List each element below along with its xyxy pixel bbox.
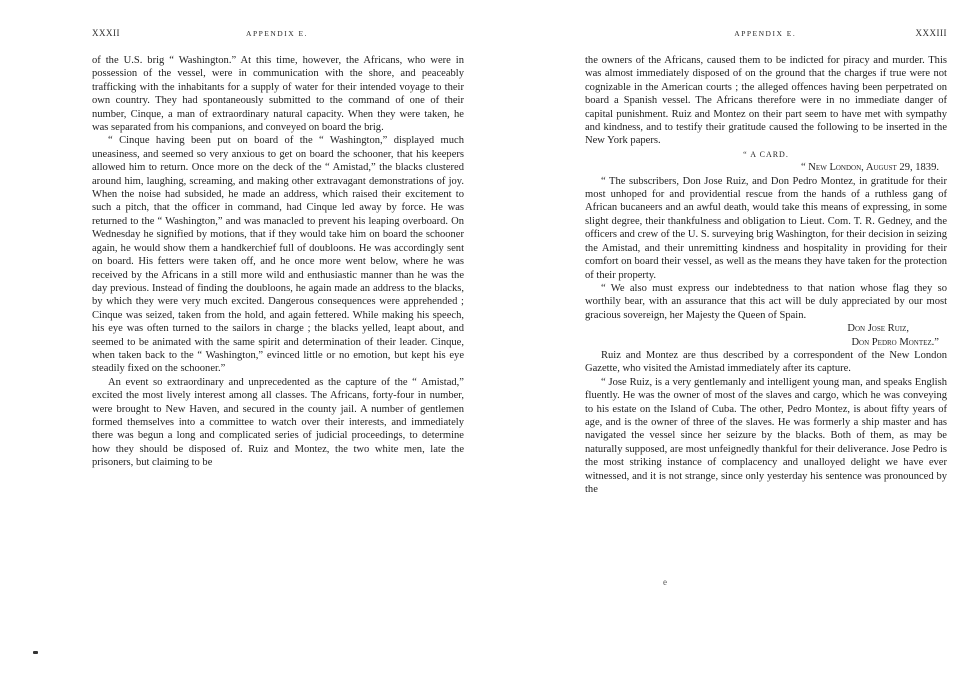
signature-ruiz: Don Jose Ruiz, [847, 323, 909, 335]
left-body-text [92, 54, 464, 470]
card-heading: “ A CARD. [743, 149, 789, 159]
left-paragraph-3: An event so extraordinary and unprecedented as the capture of the “ Amistad,” excited the most lively interest among all classes. The Africans, forty-four in number, were brought to New Haven, and secured in the county jail. A number of gentlemen formed themselves into a committee to watch over their interests, and immediately there was begun a long and complicated series of judicial proceedings, to determine how they should be disposed of. Ruiz and Montez, the two white men, late the prisoners, but claiming to be [92, 376, 464, 469]
right-paragraph-5: “ Jose Ruiz, is a very gentlemanly and intelligent young man, and speaks English fluently. He was the owner of most of the slaves and cargo, which he was conveying to his estate on the Island of Cuba. The other, Pedro Montez, is about fifty years of age, and is the owner of three of the slaves. He was formerly a ship master and has navigated the vessel since her seizure by the blacks. Both of them, as may be naturally supposed, are most unfeignedly thankful for their deliverance. Jose Pedro is the most striking instance of complacency and unalloyed delight we have ever witnessed, and it is not strange, since only yesterday his sentence was pronounced by the [585, 376, 947, 495]
left-running-head [92, 28, 464, 42]
left-page [92, 28, 464, 470]
right-body-text [585, 54, 947, 496]
scan-speck [33, 651, 38, 654]
signature-mark: e [663, 577, 667, 587]
signature-montez: Don Pedro Montez.” [851, 336, 939, 348]
left-running-title: APPENDIX E. [246, 29, 308, 38]
right-paragraph-3: “ We also must express our indebtedness to that nation whose flag they so worthily bear, with an assurance that this act will be duly appreciated by our most gracious sovereign, her Majesty the Queen of Spain. [585, 282, 947, 321]
right-running-title: APPENDIX E. [734, 29, 797, 38]
right-paragraph-1: the owners of the Africans, caused them to be indicted for piracy and murder. This was almost immediately disposed of on the ground that the charges if true were not cognizable in the American courts ; the alleged offences having been perpetrated on board a Spanish vessel. The Africans therefore were in no immediate danger of capital punishment. Ruiz and Montez on their part seem to have met with sympathy and kindness, and to testify their gratitude caused the following to be inserted in the New York papers. [585, 55, 947, 147]
dateline: “ New London, August 29, 1839. [800, 162, 939, 174]
right-page-number: XXXIII [915, 28, 947, 38]
left-paragraph-1: of the U.S. brig “ Washington.” At this time, however, the Africans, who were in possession of the vessel, were in communication with the shore, and peaceably trafficking with the inhabitants for a supply of water for their intended voyage to their own country. They had spontaneously submitted to the command of one of their number, Cinque, a man of extraordinary natural capacity. When they were taken, he was separated from his companions, and conveyed on board the brig. [92, 55, 464, 134]
right-paragraph-2: “ The subscribers, Don Jose Ruiz, and Don Pedro Montez, in gratitude for their most unhoped for and providential rescue from the hands of a ruthless gang of African bucaneers and an awful death, would take this means of expressing, in some slight degree, their thankfulness and obligation to Lieut. Com. T. R. Gedney, and the officers and crew of the U. S. surveying brig Washington, for their decision in seizing the Amistad, and their unremitting kindness and hospitality in providing for their comfort on board their vessel, as well as the means they have taken for the protection of their property. [585, 175, 947, 281]
right-page [585, 28, 947, 496]
left-page-number: XXXII [92, 28, 120, 38]
right-running-head [585, 28, 947, 42]
right-paragraph-4: Ruiz and Montez are thus described by a correspondent of the New London Gazette, who visited the Amistad immediately after its capture. [585, 349, 947, 375]
left-paragraph-2: “ Cinque having been put on board of the “ Washington,” displayed much uneasiness, and seemed so very anxious to get on board the schooner, that his keepers allowed him to return. Once more on the deck of the “ Amistad,” the blacks clustered around him, laughing, screaming, and making other extravagant demonstrations of joy. When the noise had subsided, he made an address, which raised their excitement to such a pitch, that the officer in command, had Cinque led away by force. He was returned to the “ Washington,” and was manacled to prevent his leaping overboard. On Wednesday he signified by motions, that if they would take him on board the schooner again, he would show them a handkerchief full of doubloons. He was accordingly sent on board. His fetters were taken off, and he once more went below, where he was received by the Africans in a still more wild and enthusiastic manner than he was the day previous. Instead of finding the doubloons, he again made an address to the blacks, by which they were very much excited. Dangerous consequences were apprehended ; Cinque was seized, taken from the hold, and again fettered. While making his speech, his eye was often turned to the sailors in charge ; the blacks yelled, leapt about, and seemed to be animated with the same spirit and determination of their leader. Cinque, when taken back to the “ Washington,” evinced little or no emotion, but kept his eye steadily fixed on the schooner.” [92, 135, 464, 375]
